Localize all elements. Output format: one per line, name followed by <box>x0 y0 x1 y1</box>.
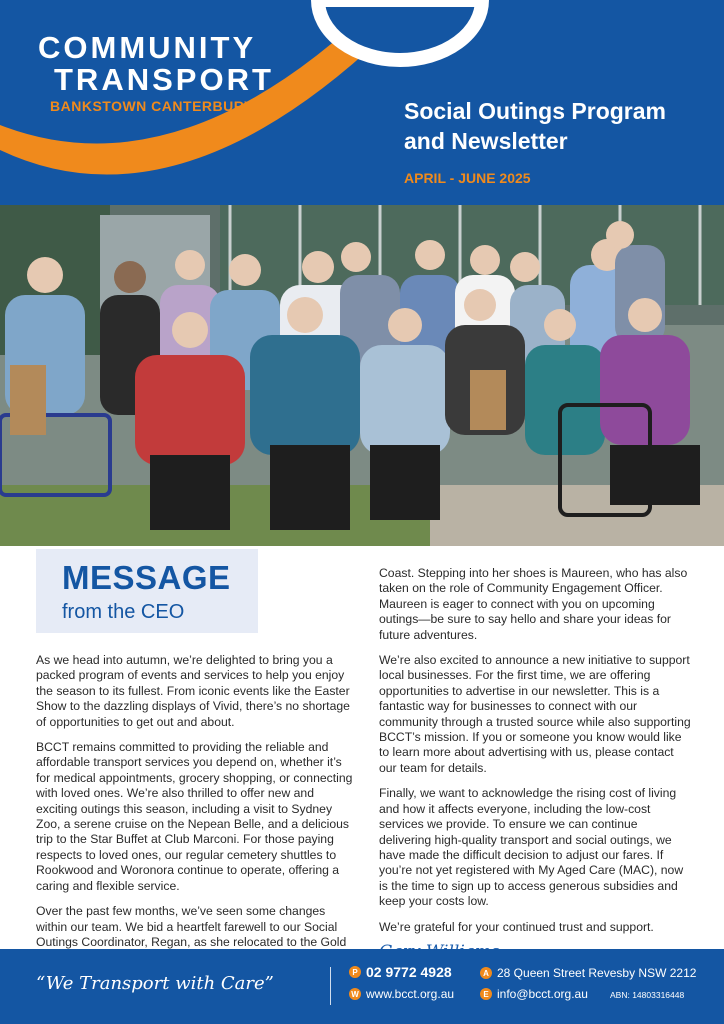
footer <box>0 949 724 1024</box>
paragraph: Finally, we want to acknowledge the rising cost of living and how it affects everyone, including the low-cost services we provide. To ensure we can continue delivering high-quality transport and social outings, we have made the difficult decision to adjust our fares. If you’re not yet registered with My Aged Care (MAC), now is the time to sign up to access generous subsidies and keep your costs low. <box>379 786 684 909</box>
message-title: MESSAGE <box>62 559 231 596</box>
paragraph: We’re grateful for your continued trust and support. <box>379 919 654 934</box>
logo-subtitle: BANKSTOWN CANTERBURY <box>50 98 254 114</box>
paragraph: Coast. Stepping into her shoes is Maureen, who has also taken on the role of Community Engagement Officer. Maureen is eager to connect with you on upcoming outings—be sure to say hello and share your ideas for future adventures. <box>379 566 688 642</box>
email-link[interactable]: info@bcct.org.au <box>497 987 588 1001</box>
ceo-message-heading <box>36 549 258 633</box>
logo-word-community: COMMUNITY <box>38 30 257 65</box>
white-arc <box>318 0 482 60</box>
paragraph: BCCT remains committed to providing the reliable and affordable transport services you depend on, whether it’s for medical appointments, grocery shopping, or connecting with loved ones. We’re also thrilled to offer new and exciting outings this season, including a visit to Sydney Zoo, a serene cruise on the Nepean Belle, and a delicious trip to the Star Buffet at Club Marconi. For those paying respects to loved ones, our regular cemetery shuttles to Rookwood and Woronora continue to operate, offering a caring and flexible service. <box>36 740 353 893</box>
newsletter-title-line2: and Newsletter <box>404 128 568 154</box>
body-column-left <box>36 653 356 960</box>
website-contact[interactable] <box>349 987 454 1001</box>
body-column-right <box>379 566 691 960</box>
address-contact <box>480 966 696 980</box>
address-icon: A <box>480 967 492 979</box>
footer-divider <box>330 967 331 1005</box>
group-photo <box>0 205 724 546</box>
phone-number[interactable]: 02 9772 4928 <box>366 964 452 980</box>
website-link[interactable]: www.bcct.org.au <box>366 987 455 1001</box>
street-address: 28 Queen Street Revesby NSW 2212 <box>497 966 697 980</box>
email-icon: E <box>480 988 492 1000</box>
email-contact[interactable] <box>480 987 588 1001</box>
newsletter-title-block <box>404 96 704 186</box>
abn-number: ABN: 14803316448 <box>610 990 685 1000</box>
paragraph: As we head into autumn, we’re delighted to bring you a packed program of events and services to help you enjoy the season to its fullest. From iconic events like the Easter Show to the dazzling displays of Vivid, there’s no shortage of opportunities to get out and about. <box>36 653 350 729</box>
paragraph: Over the past few months, we’ve seen some changes within our team. We bid a heartfelt farewell to our Social Outings Coordinator, Regan, as she relocated to the Gold <box>36 904 347 949</box>
web-icon: W <box>349 988 361 1000</box>
phone-contact[interactable] <box>349 964 452 980</box>
date-range: APRIL - JUNE 2025 <box>404 170 531 186</box>
tagline: “We Transport with Care” <box>36 973 274 994</box>
group-photo-illustration <box>0 205 724 546</box>
message-subtitle: from the CEO <box>62 601 185 623</box>
logo <box>38 32 298 114</box>
paragraph: We’re also excited to announce a new initiative to support local businesses. For the first time, we are offering opportunities to advertise in our newsletter. This is a fantastic way for businesses to connect with our community through a trusted source while also supporting BCCT’s mission. If you or someone you know would like to learn more about advertising with us, please contact our team for details. <box>379 653 691 775</box>
logo-word-transport: TRANSPORT <box>54 62 274 97</box>
newsletter-title-line1: Social Outings Program <box>404 98 666 124</box>
phone-icon: P <box>349 966 361 978</box>
header-banner <box>0 0 724 205</box>
